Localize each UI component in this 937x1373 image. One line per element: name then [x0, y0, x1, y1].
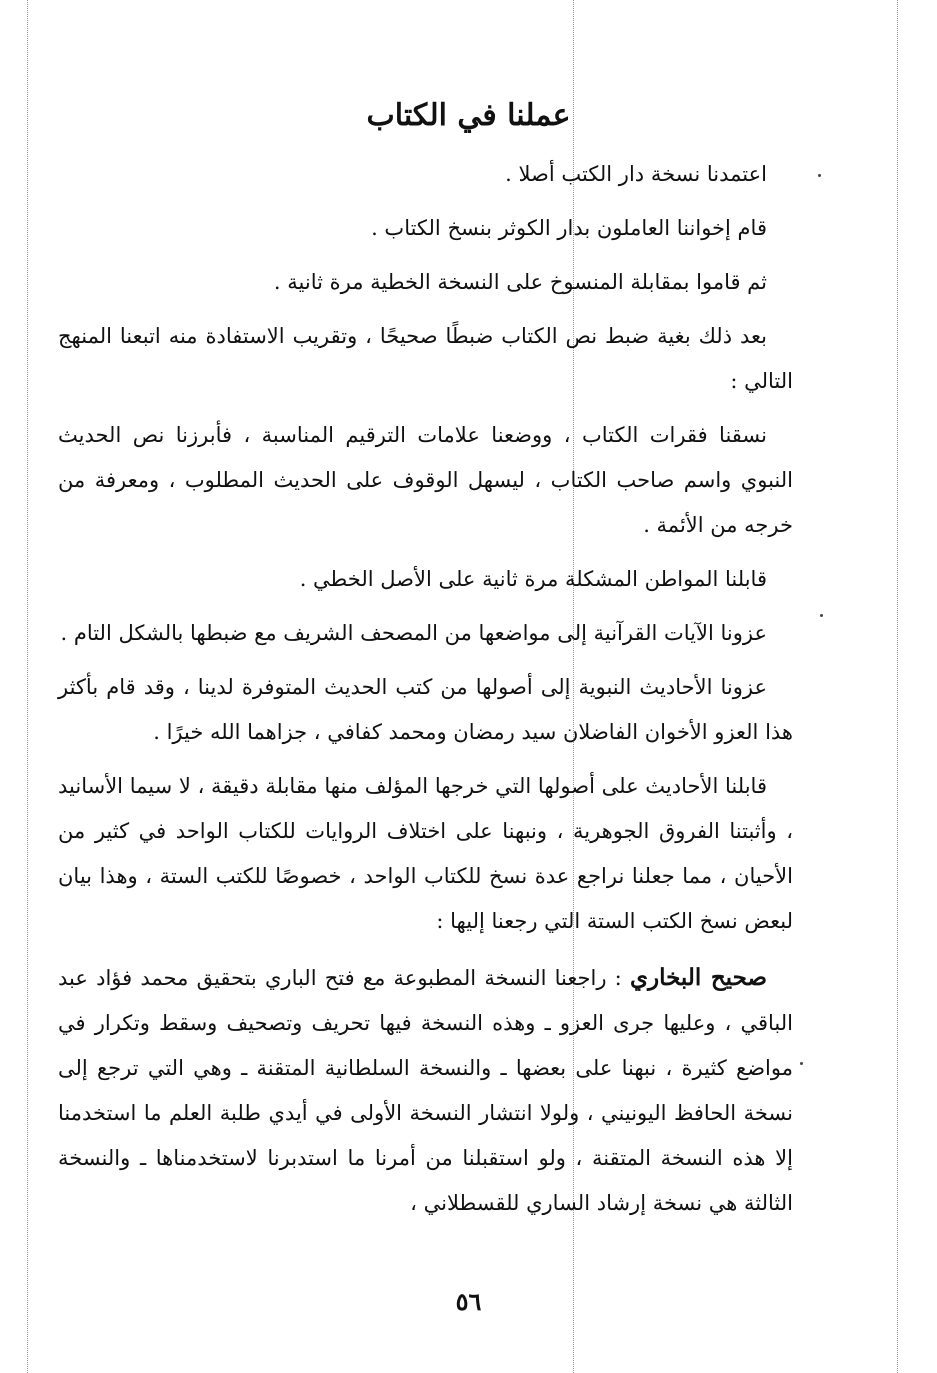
paragraph-lead-heading: صحيح البخاري [629, 964, 767, 991]
paragraph: بعد ذلك بغية ضبط نص الكتاب ضبطًا صحيحًا ، وتقريب الاستفادة منه اتبعنا المنهج التالي : [58, 324, 793, 393]
paragraph: قام إخواننا العاملون بدار الكوثر بنسخ الكتاب . [371, 216, 767, 240]
scan-fold-line-left [27, 0, 28, 1373]
paragraph: عزونا الآيات القرآنية إلى مواضعها من المصحف الشريف مع ضبطها بالشكل التام . [60, 621, 767, 645]
paragraph: قابلنا الأحاديث على أصولها التي خرجها المؤلف منها مقابلة دقيقة ، لا سيما الأسانيد ، وأثبتنا الفروق الجوهرية ، ونبهنا على اختلاف الروايات للكتاب الواحد في كثير من الأحيان ، مما جعلنا نراجع عدة نسخ للكتاب الواحد ، خصوصًا للكتب الستة ، وهذا بيان لبعض نسخ الكتب الستة التي رجعنا إليها : [58, 774, 793, 933]
scan-fold-line-right [897, 0, 898, 1373]
page-number: ٥٦ [455, 1287, 482, 1316]
scan-speck [818, 174, 821, 177]
scan-speck [820, 614, 823, 617]
page-title: عملنا في الكتاب [366, 98, 571, 133]
body-text [58, 152, 793, 1235]
paragraph: ثم قاموا بمقابلة المنسوخ على النسخة الخطية مرة ثانية . [273, 270, 767, 294]
paragraph: اعتمدنا نسخة دار الكتب أصلا . [505, 162, 767, 186]
paragraph-bukhari [58, 955, 793, 1226]
paragraph: نسقنا فقرات الكتاب ، ووضعنا علامات الترقيم المناسبة ، فأبرزنا نص الحديث النبوي واسم صاحب الكتاب ، ليسهل الوقوف على الحديث المطلوب ، ومعرفة من خرجه من الأئمة . [58, 423, 793, 537]
paragraph-text: : راجعنا النسخة المطبوعة مع فتح الباري بتحقيق محمد فؤاد عبد الباقي ، وعليها جرى العزو ـ وهذه النسخة فيها تحريف وتصحيف وسقط وتكرار في مواضع كثيرة ، نبهنا على بعضها ـ والنسخة السلطانية المتقنة ـ وهي التي ترجع إلى نسخة الحافظ اليونيني ، ولولا انتشار النسخة الأولى في أيدي طلبة العلم ما استخدمنا إلا هذه النسخة المتقنة ، ولو استقبلنا من أمرنا ما استدبرنا لاستخدمناها ـ والنسخة الثالثة هي نسخة إرشاد الساري للقسطلاني ، [58, 966, 793, 1215]
paragraph: عزونا الأحاديث النبوية إلى أصولها من كتب الحديث المتوفرة لدينا ، وقد قام بأكثر هذا العزو الأخوان الفاضلان سيد رمضان ومحمد كفافي ، جزاهما الله خيرًا . [58, 675, 793, 744]
scan-speck [800, 1062, 803, 1065]
paragraph: قابلنا المواطن المشكلة مرة ثانية على الأصل الخطي . [299, 567, 767, 591]
